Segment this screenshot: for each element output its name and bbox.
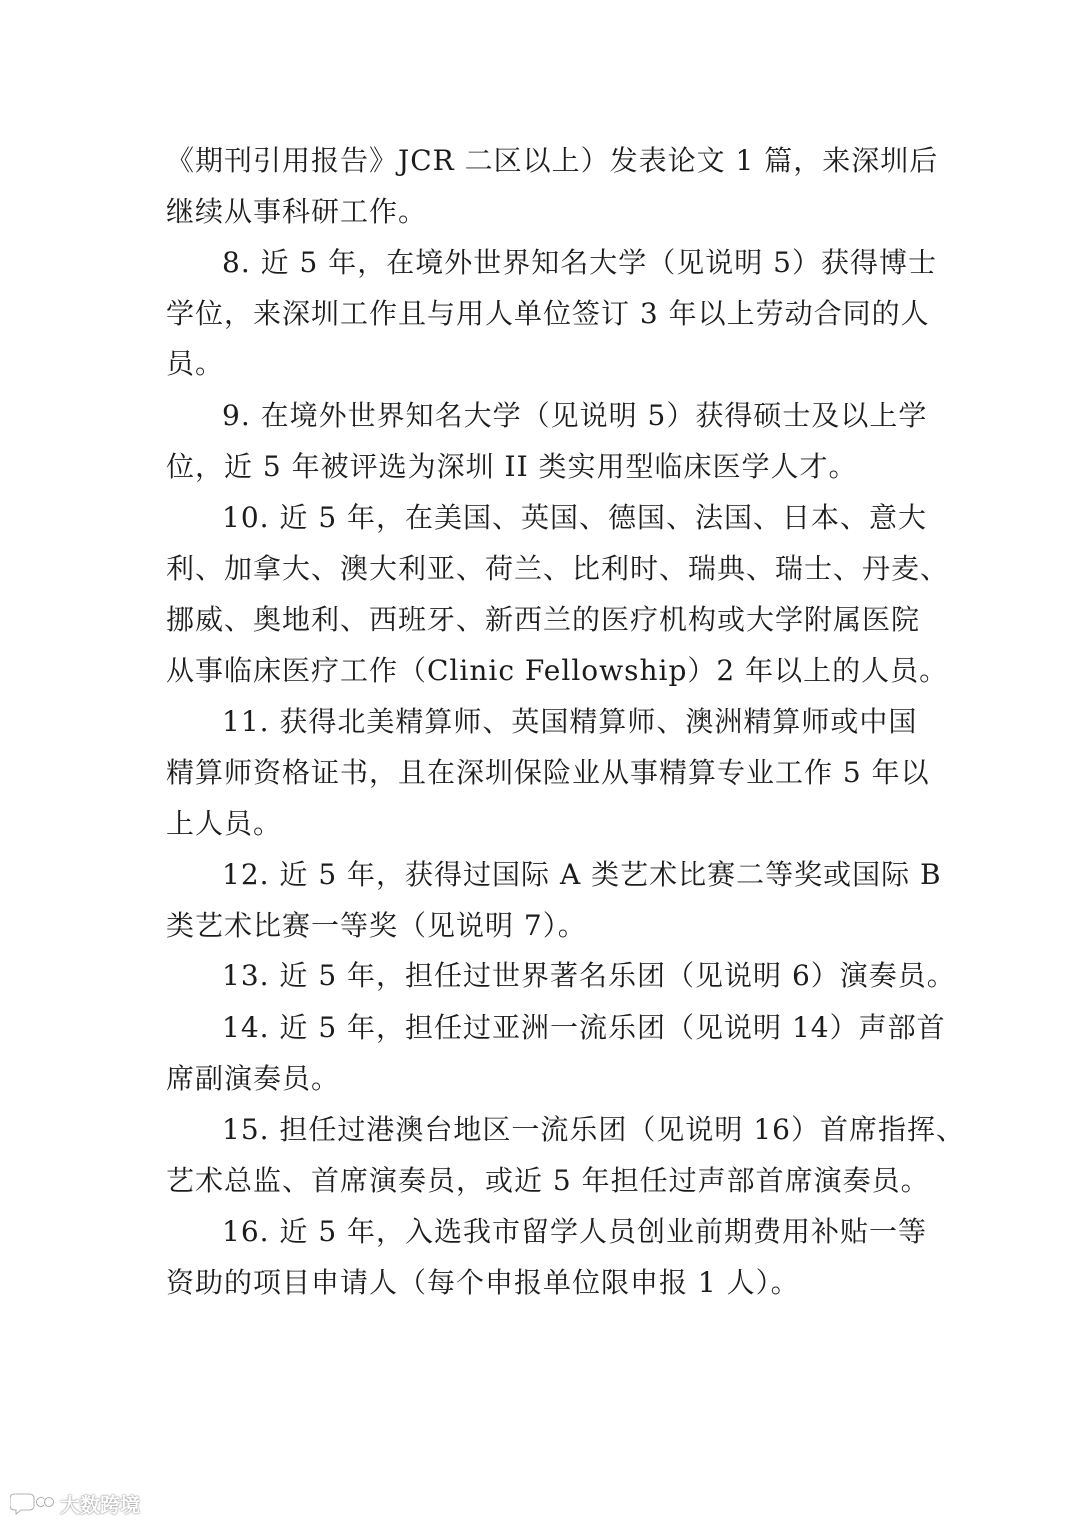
text-line: 资助的项目申请人（每个申报单位限申报 1 人）。 [166,1266,800,1299]
item-10-line: 10. 近 5 年，在美国、英国、德国、法国、日本、意大 [222,501,928,534]
text-line: 类艺术比赛一等奖（见说明 7）。 [166,909,587,942]
text-line: 上人员。 [166,807,283,840]
text-line: 继续从事科研工作。 [166,195,428,228]
item-8-line: 8. 近 5 年，在境外世界知名大学（见说明 5）获得博士 [222,246,937,279]
watermark [10,1488,140,1518]
watermark-text: 大数跨境 [60,1492,140,1517]
item-13-line: 13. 近 5 年，担任过世界著名乐团（见说明 6）演奏员。 [222,959,956,992]
item-14-line: 14. 近 5 年，担任过亚洲一流乐团（见说明 14）声部首 [222,1011,946,1044]
text-line: 利、加拿大、澳大利亚、荷兰、比利时、瑞典、瑞士、丹麦、 [166,552,950,585]
text-line: 从事临床医疗工作（Clinic Fellowship）2 年以上的人员。 [166,654,949,687]
item-15-line: 15. 担任过港澳台地区一流乐团（见说明 16）首席指挥、 [222,1113,965,1146]
item-11-line: 11. 获得北美精算师、英国精算师、澳洲精算师或中国 [222,705,918,738]
item-16-line: 16. 近 5 年，入选我市留学人员创业前期费用补贴一等 [222,1215,928,1248]
speech-bubble-logo-icon [10,1490,54,1516]
text-line: 学位，来深圳工作且与用人单位签订 3 年以上劳动合同的人 [166,297,930,330]
text-line: 精算师资格证书，且在深圳保险业从事精算专业工作 5 年以 [166,756,930,789]
item-12-line: 12. 近 5 年，获得过国际 A 类艺术比赛二等奖或国际 B [222,858,942,891]
text-line: 席副演奏员。 [166,1062,341,1095]
text-line: 《期刊引用报告》JCR 二区以上）发表论文 1 篇，来深圳后 [166,144,939,177]
text-line: 艺术总监、首席演奏员，或近 5 年担任过声部首席演奏员。 [166,1164,930,1197]
item-9-line: 9. 在境外世界知名大学（见说明 5）获得硕士及以上学 [222,399,928,432]
text-line: 员。 [166,347,225,380]
text-line: 位，近 5 年被评选为深圳 II 类实用型临床医学人才。 [166,450,858,483]
text-line: 挪威、奥地利、西班牙、新西兰的医疗机构或大学附属医院 [166,603,921,636]
